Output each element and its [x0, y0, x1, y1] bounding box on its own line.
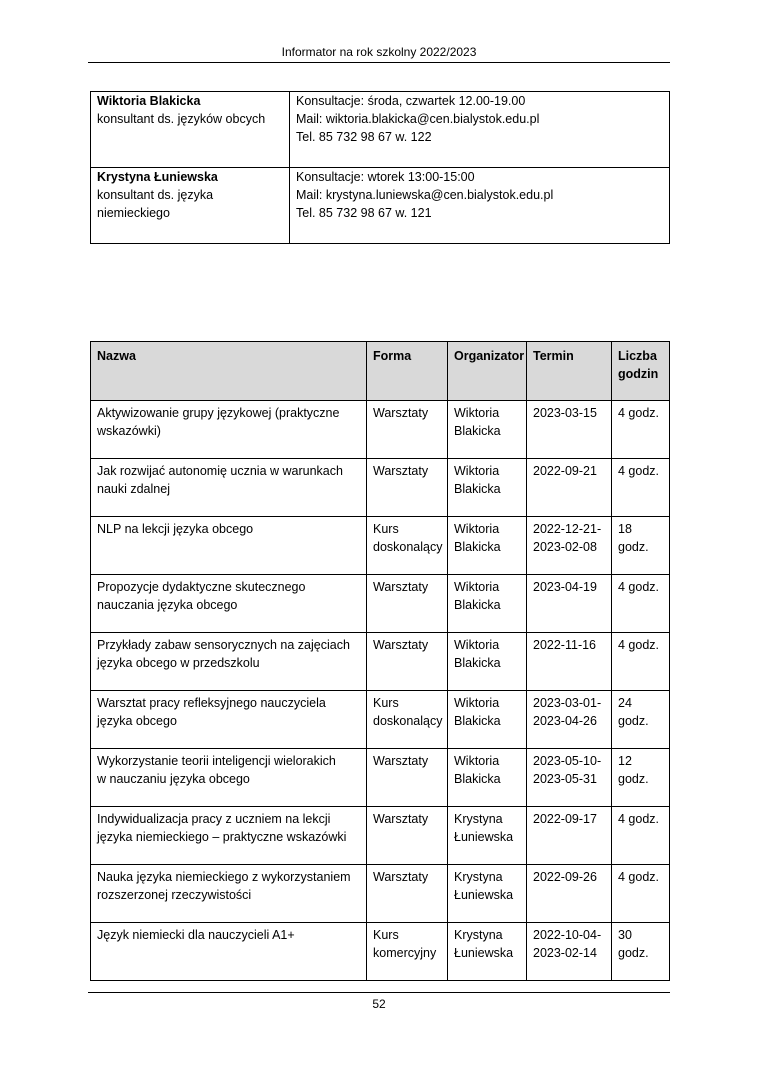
contact-name: Wiktoria Blakicka	[97, 94, 201, 108]
course-name-line: Przykłady zabaw sensorycznych na zajęciach	[97, 638, 350, 652]
course-form-line: Kurs	[373, 928, 399, 942]
course-hours-line: godz.	[618, 540, 649, 554]
table-row	[91, 575, 670, 633]
course-organizer-line: Łuniewska	[454, 946, 514, 960]
course-name-line: rozszerzonej rzeczywistości	[97, 888, 252, 902]
table-row	[91, 401, 670, 459]
contact-details-cell	[290, 168, 670, 244]
course-form-line: Warsztaty	[373, 406, 429, 420]
course-date-line: 2023-02-14	[533, 946, 597, 960]
course-date-line: 2022-10-04-	[533, 928, 602, 942]
course-name-cell	[91, 633, 367, 691]
course-name-cell	[91, 459, 367, 517]
contact-role: konsultant ds. języków obcych	[97, 112, 266, 126]
course-organizer-line: Blakicka	[454, 482, 501, 496]
course-organizer-line: Wiktoria	[454, 638, 500, 652]
course-date-line: 2022-09-17	[533, 812, 597, 826]
course-hours-line: 30	[618, 928, 632, 942]
course-organizer-line: Blakicka	[454, 656, 501, 670]
course-date-line: 2023-05-10-	[533, 754, 602, 768]
course-hours-line: godz.	[618, 714, 649, 728]
course-name-cell	[91, 401, 367, 459]
contact-person-cell	[91, 168, 290, 244]
course-hours-cell	[612, 459, 670, 517]
course-date-cell	[527, 401, 612, 459]
course-name-line: języka niemieckiego – praktyczne wskazówki	[97, 830, 347, 844]
course-name-line: Aktywizowanie grupy językowej (praktyczne	[97, 406, 340, 420]
course-organizer-line: Blakicka	[454, 772, 501, 786]
course-name-line: nauczania języka obcego	[97, 598, 238, 612]
course-form-line: Warsztaty	[373, 638, 429, 652]
course-date-cell	[527, 923, 612, 981]
course-name-line: Indywidualizacja pracy z uczniem na lekcji	[97, 812, 331, 826]
course-name-line: wskazówki)	[97, 424, 161, 438]
course-form-line: Kurs	[373, 696, 399, 710]
header-liczba-line: Liczba	[618, 349, 657, 363]
course-hours-line: 12	[618, 754, 632, 768]
contact-phone: Tel. 85 732 98 67 w. 122	[296, 130, 432, 144]
contact-phone: Tel. 85 732 98 67 w. 121	[296, 206, 432, 220]
course-date-cell	[527, 749, 612, 807]
course-hours-line: 4 godz.	[618, 406, 660, 420]
course-form-cell	[367, 807, 448, 865]
course-name-line: Warsztat pracy refleksyjnego nauczyciela	[97, 696, 326, 710]
course-date-cell	[527, 865, 612, 923]
course-organizer-line: Blakicka	[454, 424, 501, 438]
course-hours-cell	[612, 807, 670, 865]
footer-divider	[88, 992, 670, 993]
course-organizer-cell	[448, 807, 527, 865]
course-date-cell	[527, 633, 612, 691]
course-organizer-line: Krystyna	[454, 812, 503, 826]
header-liczba-line: godzin	[618, 367, 659, 381]
course-organizer-line: Krystyna	[454, 928, 503, 942]
course-organizer-line: Łuniewska	[454, 888, 514, 902]
course-organizer-cell	[448, 575, 527, 633]
header-termin: Termin	[527, 342, 612, 401]
course-organizer-line: Krystyna	[454, 870, 503, 884]
course-form-cell	[367, 401, 448, 459]
contact-role: niemieckiego	[97, 206, 170, 220]
course-name-cell	[91, 749, 367, 807]
course-name-cell	[91, 923, 367, 981]
contact-email: Mail: wiktoria.blakicka@cen.bialystok.edu.pl	[296, 112, 540, 126]
course-name-line: w nauczaniu języka obcego	[97, 772, 250, 786]
course-organizer-cell	[448, 633, 527, 691]
page-number: 52	[372, 997, 386, 1011]
table-row	[91, 459, 670, 517]
header-organizator: Organizator	[448, 342, 527, 401]
course-hours-line: godz.	[618, 772, 649, 786]
course-hours-cell	[612, 575, 670, 633]
course-form-cell	[367, 923, 448, 981]
course-organizer-line: Wiktoria	[454, 754, 500, 768]
contact-role: konsultant ds. języka	[97, 188, 214, 202]
contact-consultation-hours: Konsultacje: wtorek 13:00-15:00	[296, 170, 475, 184]
course-form-cell	[367, 691, 448, 749]
table-row	[91, 633, 670, 691]
course-form-cell	[367, 865, 448, 923]
course-name-line: języka obcego w przedszkolu	[97, 656, 260, 670]
course-date-cell	[527, 459, 612, 517]
course-date-line: 2023-04-26	[533, 714, 597, 728]
contact-name: Krystyna Łuniewska	[97, 170, 218, 184]
course-name-cell	[91, 517, 367, 575]
course-form-cell	[367, 575, 448, 633]
course-organizer-cell	[448, 459, 527, 517]
course-hours-cell	[612, 633, 670, 691]
contact-row	[91, 168, 670, 244]
course-form-cell	[367, 749, 448, 807]
table-row	[91, 807, 670, 865]
course-date-line: 2023-03-15	[533, 406, 597, 420]
course-name-line: Propozycje dydaktyczne skutecznego	[97, 580, 306, 594]
course-name-cell	[91, 865, 367, 923]
course-hours-line: godz.	[618, 946, 649, 960]
header-liczba-godzin	[612, 342, 670, 401]
course-organizer-line: Wiktoria	[454, 696, 500, 710]
contact-email: Mail: krystyna.luniewska@cen.bialystok.edu.pl	[296, 188, 554, 202]
course-organizer-cell	[448, 401, 527, 459]
course-form-line: Warsztaty	[373, 464, 429, 478]
course-name-line: Język niemiecki dla nauczycieli A1+	[97, 928, 295, 942]
table-row	[91, 517, 670, 575]
course-date-line: 2023-04-19	[533, 580, 597, 594]
course-name-cell	[91, 807, 367, 865]
header-forma: Forma	[367, 342, 448, 401]
course-name-line: języka obcego	[97, 714, 177, 728]
course-name-line: Jak rozwijać autonomię ucznia w warunkach	[97, 464, 343, 478]
course-hours-line: 4 godz.	[618, 870, 660, 884]
course-hours-cell	[612, 691, 670, 749]
course-form-cell	[367, 633, 448, 691]
course-name-line: Nauka języka niemieckiego z wykorzystaniem	[97, 870, 351, 884]
course-form-line: Warsztaty	[373, 870, 429, 884]
course-date-line: 2022-09-26	[533, 870, 597, 884]
page-header: Informator na rok szkolny 2022/2023	[281, 45, 477, 59]
course-organizer-line: Blakicka	[454, 540, 501, 554]
course-form-line: Warsztaty	[373, 812, 429, 826]
course-date-cell	[527, 807, 612, 865]
course-date-line: 2022-12-21-	[533, 522, 602, 536]
header-divider	[88, 62, 670, 63]
course-organizer-line: Wiktoria	[454, 522, 500, 536]
course-organizer-line: Blakicka	[454, 598, 501, 612]
course-date-line: 2023-02-08	[533, 540, 597, 554]
course-hours-line: 24	[618, 696, 632, 710]
course-organizer-cell	[448, 517, 527, 575]
course-hours-cell	[612, 401, 670, 459]
course-hours-cell	[612, 923, 670, 981]
course-organizer-line: Łuniewska	[454, 830, 514, 844]
contacts-table	[90, 91, 670, 244]
course-date-line: 2023-05-31	[533, 772, 597, 786]
course-organizer-cell	[448, 865, 527, 923]
course-organizer-cell	[448, 691, 527, 749]
course-date-cell	[527, 517, 612, 575]
course-form-line: Kurs	[373, 522, 399, 536]
course-form-cell	[367, 459, 448, 517]
course-organizer-line: Blakicka	[454, 714, 501, 728]
course-organizer-line: Wiktoria	[454, 464, 500, 478]
course-date-cell	[527, 575, 612, 633]
course-organizer-line: Wiktoria	[454, 406, 500, 420]
course-hours-cell	[612, 749, 670, 807]
course-form-cell	[367, 517, 448, 575]
course-organizer-cell	[448, 749, 527, 807]
course-form-line: komercyjny	[373, 946, 437, 960]
contact-consultation-hours: Konsultacje: środa, czwartek 12.00-19.00	[296, 94, 526, 108]
course-organizer-line: Wiktoria	[454, 580, 500, 594]
contact-row	[91, 92, 670, 168]
course-form-line: Warsztaty	[373, 580, 429, 594]
course-date-cell	[527, 691, 612, 749]
table-row	[91, 749, 670, 807]
course-name-line: nauki zdalnej	[97, 482, 170, 496]
courses-header-row	[91, 342, 670, 401]
course-form-line: doskonalący	[373, 714, 443, 728]
table-row	[91, 865, 670, 923]
contact-person-cell	[91, 92, 290, 168]
courses-table	[90, 341, 670, 981]
contact-details-cell	[290, 92, 670, 168]
course-hours-cell	[612, 865, 670, 923]
header-nazwa: Nazwa	[91, 342, 367, 401]
course-hours-line: 4 godz.	[618, 580, 660, 594]
table-row	[91, 691, 670, 749]
course-hours-line: 18	[618, 522, 632, 536]
course-name-line: Wykorzystanie teorii inteligencji wielorakich	[97, 754, 336, 768]
course-date-line: 2023-03-01-	[533, 696, 602, 710]
course-name-cell	[91, 575, 367, 633]
course-organizer-cell	[448, 923, 527, 981]
course-form-line: doskonalący	[373, 540, 443, 554]
table-row	[91, 923, 670, 981]
course-form-line: Warsztaty	[373, 754, 429, 768]
course-hours-line: 4 godz.	[618, 812, 660, 826]
course-hours-line: 4 godz.	[618, 464, 660, 478]
course-name-cell	[91, 691, 367, 749]
course-date-line: 2022-09-21	[533, 464, 597, 478]
course-hours-cell	[612, 517, 670, 575]
course-hours-line: 4 godz.	[618, 638, 660, 652]
course-name-line: NLP na lekcji języka obcego	[97, 522, 254, 536]
course-date-line: 2022-11-16	[533, 638, 597, 652]
